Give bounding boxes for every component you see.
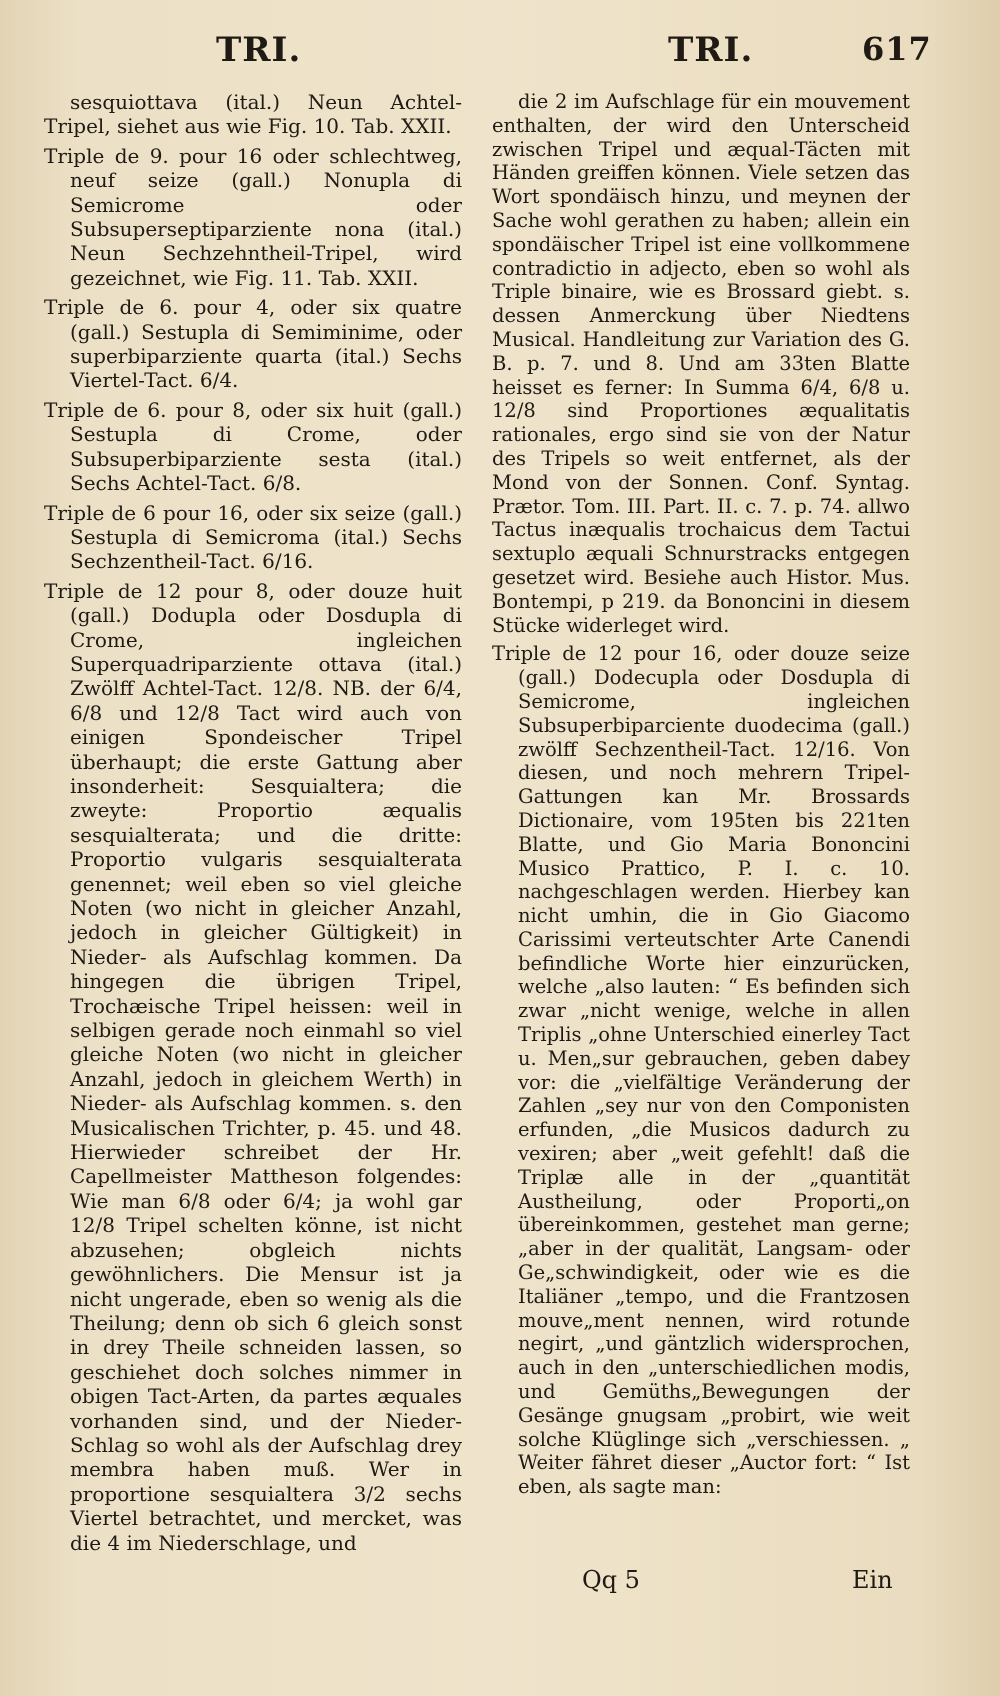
dictionary-entry: Triple de 9. pour 16 oder schlechtweg, neuf seize (gall.) Nonupla di Semicrome oder Subsuperseptiparziente nona (ital.) Neun Sechzehntheil-Tripel, wird gezeichnet, wie Fig. 11. Tab. XXII. <box>44 143 462 290</box>
dictionary-entry: Triple de 12 pour 8, oder douze huit (gall.) Dodupla oder Dosdupla di Crome, ingleichen Superquadriparziente ottava (ital.) Zwölff Achtel-Tact. 12/8. NB. der 6/4, 6/8 und 12/8 Tact wird auch von einigen Spondeischer Tripel überhaupt; die erste Gattung aber insonderheit: Sesquialtera; die zweyte: Proportio æqualis sesquialterata; und die dritte: Proportio vulgaris sesquialterata genennet; weil eben so viel gleiche Noten (wo nicht in gleicher Anzahl, jedoch in gleicher Gültigkeit) in Nieder- als Aufschlag kommen. Da hingegen die übrigen Tripel, Trochæische Tripel heissen: weil in selbigen gerade noch einmahl so viel gleiche Noten (wo nicht in gleicher Anzahl, jedoch in gleichem Werth) in Nieder- als Aufschlag kommen. s. den Musicalischen Trichter, p. 45. und 48. Hierwieder schreibet der Hr. Capellmeister Mattheson folgendes: Wie man 6/8 oder 6/4; ja wohl gar 12/8 Tripel schelten könne, ist nicht abzusehen; obgleich nichts gewöhnlichers. Die Mensur ist ja nicht ungerade, eben so wenig als die Theilung; denn ob sich 6 gleich sonst in drey Theile schneiden lassen, so geschiehet doch solches nimmer in obigen Tact-Arten, da partes æquales vorhanden sind, und der Nieder-Schlag so wohl als der Aufschlag drey membra haben muß. Wer in proportione sesquialtera 3/2 sechs Viertel betrachtet, und mercket, was die 4 im Niederschlage, und <box>44 578 462 1555</box>
left-text-column <box>44 90 462 1560</box>
page-footer <box>0 1566 1000 1602</box>
header-left-title: TRI. <box>216 30 302 70</box>
dictionary-entry: Triple de 12 pour 16, oder douze seize (gall.) Dodecupla oder Dosdupla di Semicrome, ingleichen Subsuperbiparciente duodecima (gall.) zwölff Sechzentheil-Tact. 12/16. Von diesen, und noch mehrern Tripel-Gattungen kan Mr. Brossards Dictionaire, vom 195ten bis 221ten Blatte, und Gio Maria Bononcini Musico Prattico, P. I. c. 10. nachgeschlagen werden. Hierbey kan nicht umhin, die in Gio Giacomo Carissimi verteutschter Arte Canendi befindliche Worte hier einzurücken, welche „also lauten: “ Es befinden sich zwar „nicht wenige, welche in allen Triplis „ohne Unterschied einerley Tact u. Men„sur gebrauchen, geben dabey vor: die „vielfältige Veränderung der Zahlen „sey nur von den Componisten erfunden, „die Musicos dadurch zu vexiren; aber „weit gefehlt! daß die Triplæ alle in der „quantität Austheilung, oder Proporti„on übereinkommen, gestehet man gerne; „aber in der qualität, Langsam- oder Ge„schwindigkeit, oder wie es die Italiäner „tempo, und die Frantzosen mouve„ment nennen, wird rotunde negirt, „und gäntzlich widersprochen, auch in den „unterschiedlichen modis, und Gemüths„Bewegungen der Gesänge gnugsam „probirt, wie weit solche Klüglinge sich „verschiessen. „ Weiter fähret dieser „Auctor fort: “ Ist eben, als sagte man: <box>492 642 910 1499</box>
header-right-title: TRI. <box>668 30 754 70</box>
text-paragraph: sesquiottava (ital.) Neun Achtel-Tripel, siehet aus wie Fig. 10. Tab. XXII. <box>44 90 462 139</box>
dictionary-entry: Triple de 6 pour 16, oder six seize (gall.) Sestupla di Semicroma (ital.) Sechs Sechzentheil-Tact. 6/16. <box>44 500 462 574</box>
running-header <box>0 30 1000 80</box>
page-number: 617 <box>862 30 932 68</box>
text-paragraph: die 2 im Aufschlage für ein mouvement enthalten, der wird den Unterscheid zwischen Tripel und æqual-Täcten mit Händen greiffen können. Viele setzen das Wort spondäisch hinzu, und meynen der Sache wohl gerathen zu haben; allein ein spondäischer Tripel ist eine vollkommene contradictio in adjecto, eben so wohl als Triple binaire, wie es Brossard giebt. s. dessen Anmerckung über Niedtens Musical. Handleitung zur Variation des G. B. p. 7. und 8. Und am 33ten Blatte heisset es ferner: In Summa 6/4, 6/8 u. 12/8 sind Proportiones æqualitatis rationales, ergo sind sie von der Natur des Tripels so weit entfernet, als der Mond von der Sonnen. Conf. Syntag. Prætor. Tom. III. Part. II. c. 7. p. 74. allwo Tactus inæqualis trochaicus dem Tactui sextuplo æquali Schnurstracks entgegen gesetzet wird. Besiehe auch Histor. Mus. Bontempi, p 219. da Bononcini in diesem Stücke widerleget wird. <box>492 90 910 637</box>
dictionary-entry: Triple de 6. pour 4, oder six quatre (gall.) Sestupla di Semiminime, oder superbiparziente quarta (ital.) Sechs Viertel-Tact. 6/4. <box>44 295 462 393</box>
right-text-column <box>492 90 910 1504</box>
signature-mark: Qq 5 <box>582 1566 640 1594</box>
dictionary-entry: Triple de 6. pour 8, oder six huit (gall.) Sestupla di Crome, oder Subsuperbiparziente sesta (ital.) Sechs Achtel-Tact. 6/8. <box>44 397 462 496</box>
catchword: Ein <box>852 1566 893 1594</box>
